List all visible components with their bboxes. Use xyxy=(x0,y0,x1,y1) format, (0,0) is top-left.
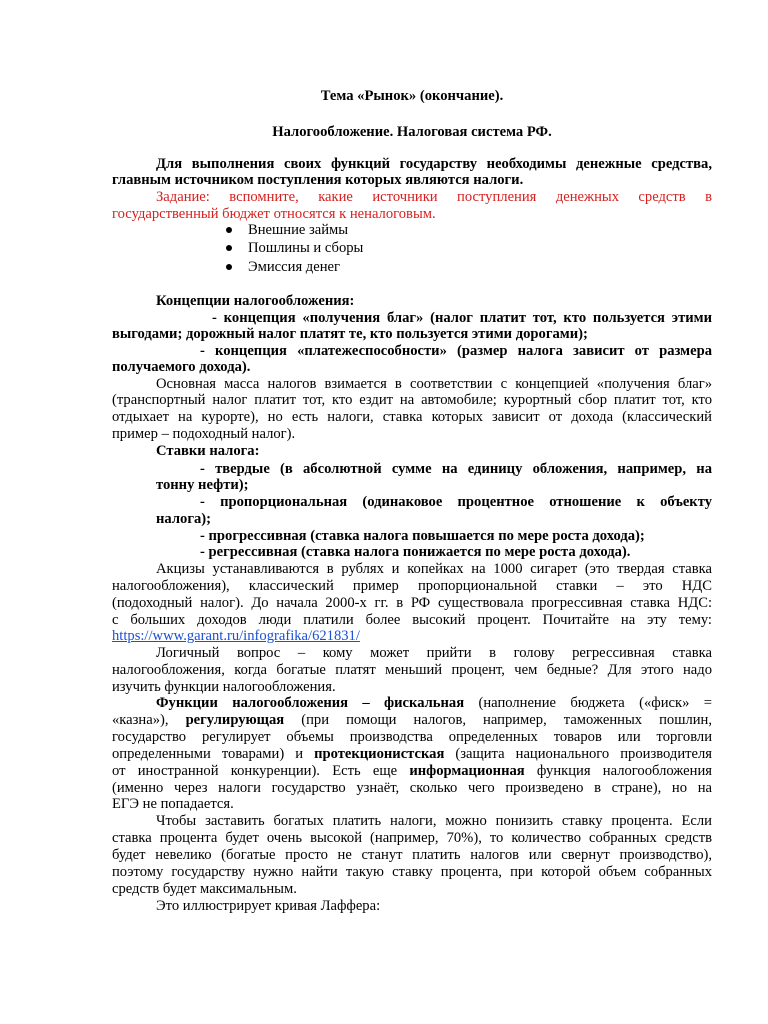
functions-line: определенными товарами) и протекционистская (защита национального производителя xyxy=(112,746,712,762)
task-line: Задание: вспомните, какие источники поступления денежных средств в xyxy=(156,189,712,205)
mass-line: Основная масса налогов взимается в соответствии с концепцией «получения благ» xyxy=(156,376,712,392)
mass-line: (транспортный налог платит тот, кто ездит на автомобиле; курортный сбор платит тот, кто xyxy=(112,392,712,408)
mass-line: отдыхает на курорте), но есть налоги, ставка которых зависит от дохода (классический xyxy=(112,409,712,425)
bullet-icon xyxy=(226,264,232,270)
laffer-line: Это иллюстрирует кривая Лаффера: xyxy=(156,898,381,914)
rich-line: Чтобы заставить богатых платить налоги, можно понизить ставку процента. Если xyxy=(156,813,712,829)
rate-line: тонну нефти); xyxy=(156,477,249,493)
intro-line: главным источником поступления которых являются налоги. xyxy=(112,172,524,188)
rate-line: - прогрессивная (ставка налога повышается по мере роста дохода); xyxy=(200,528,645,544)
rich-line: поэтому государству нужно найти такую ставку процента, при которой объем собранных xyxy=(112,864,712,880)
rich-line: ставка процента будет очень высокой (например, 70%), то количество собранных средств xyxy=(112,830,712,846)
excise-line: Акцизы устанавливаются в рублях и копейках на 1000 сигарет (это твердая ставка xyxy=(156,561,712,577)
intro-line: Для выполнения своих функций государству необходимы денежные средства, xyxy=(156,156,712,172)
garant-link[interactable]: https://www.garant.ru/infografika/621831/ xyxy=(112,628,360,644)
functions-line: Функции налогообложения – фискальная (наполнение бюджета («фиск» = xyxy=(156,695,712,711)
rate-line: - пропорциональная (одинаковое процентное отношение к объекту xyxy=(200,494,712,510)
functions-line: «казна»), регулирующая (при помощи налогов, например, таможенных пошлин, xyxy=(112,712,712,728)
concepts-heading: Концепции налогообложения: xyxy=(156,293,355,309)
functions-line: ЕГЭ не попадается. xyxy=(112,796,234,812)
rates-heading: Ставки налога: xyxy=(156,443,260,459)
concept-line: - концепция «получения благ» (налог платит тот, кто пользуется этими xyxy=(212,310,712,326)
bullet-icon xyxy=(226,245,232,251)
functions-line: государство регулирует объемы производства определенных товаров или торговли xyxy=(112,729,712,745)
rate-line: налога); xyxy=(156,511,211,527)
bullet-icon xyxy=(226,227,232,233)
question-line: Логичный вопрос – кому может прийти в голову регрессивная ставка xyxy=(156,645,712,661)
task-line: государственный бюджет относятся к неналоговым. xyxy=(112,206,436,222)
page-subtitle: Налогообложение. Налоговая система РФ. xyxy=(272,124,552,140)
concept-line: - концепция «платежеспособности» (размер налога зависит от размера xyxy=(200,343,712,359)
mass-line: пример – подоходный налог). xyxy=(112,426,296,442)
functions-line: (именно через налоги государство узнаёт, сколько чего произведено в стране), но на xyxy=(112,780,712,796)
excise-line: налогообложения), классический пример пропорциональной ставки – это НДС xyxy=(112,578,712,594)
garant-link-line xyxy=(112,627,712,645)
question-line: налогообложения, когда богатые платят меньший процент, чем бедные? Для этого надо xyxy=(112,662,712,678)
rate-line: - регрессивная (ставка налога понижается по мере роста дохода). xyxy=(200,544,631,560)
concept-line: выгодами; дорожный налог платят те, кто пользуется этими дорогами); xyxy=(112,326,588,342)
question-line: изучить функции налогообложения. xyxy=(112,679,336,695)
rich-line: будет невелико (богатые просто не станут платить налогов или свернут производство), xyxy=(112,847,712,863)
functions-line: от иностранной конкуренции). Есть еще информационная функция налогообложения xyxy=(112,763,712,779)
document-page: Тема «Рынок» (окончание). Налогообложение. Налоговая система РФ. Для выполнения своих функций государству необходимы денежные средства, главным источником поступления которых являются налоги. Задание: вспомните, какие источники поступления денежных средств в государственный бюджет относятся к неналоговым. Внешние займы Пошлины и сборы Эмиссия денег Концепции налогообложения: - концепция «получения благ» (налог платит тот, кто пользуется этими выгодами; дорожный налог платят те, кто пользуется этими дорогами); - концепция «платежеспособности» (размер налога зависит от размера получаемого дохода). Основная масса налогов взимается в соответствии с концепцией «получения благ» (транспортный налог платит тот, кто ездит на автомобиле; курортный сбор платит тот, кто отдыхает на курорте), но есть налоги, ставка которых зависит от дохода (классический пример – подоходный налог). Ставки налога: - твердые (в абсолютной сумме на единицу обложения, например, на тонну нефти); - пропорциональная (одинаковое процентное отношение к объекту налога); - прогрессивная (ставка налога повышается по мере роста дохода); - регрессивная (ставка налога понижается по мере роста дохода). Акцизы устанавливаются в рублях и копейках на 1000 сигарет (это твердая ставка налогообложения), классический пример пропорциональной ставки – это НДС (подоходный налог). До начала 2000-х гг. в РФ существовала прогрессивная ставка НДС: с больших доходов люди платили более высокий процент. Почитайте на эту тему: https://www.garant.ru/infografika/621831/ Логичный вопрос – кому может прийти в голову регрессивная ставка налогообложения, когда богатые платят меньший процент, чем бедные? Для этого надо изучить функции налогообложения. Функции налогообложения – фискальная (наполнение бюджета («фиск» = «казна»), регулирующая (при помощи налогов, например, таможенных пошлин, государство регулирует объемы производства определенных товаров или торговли определенными товарами) и протекционистская (защита национального производителя от иностранной конкуренции). Есть еще информационная функция налогообложения (именно через налоги государство узнаёт, сколько чего произведено в стране), но на ЕГЭ не попадается. Чтобы заставить богатых платить налоги, можно понизить ставку процента. Если ставка процента будет очень высокой (например, 70%), то количество собранных средств будет невелико (богатые просто не станут платить налогов или свернут производство), поэтому государству нужно найти такую ставку процента, при которой объем собранных средств будет максимальным. Это иллюстрирует кривая Лаффера: xyxy=(112,88,712,914)
rich-line: средств будет максимальным. xyxy=(112,881,297,897)
page-title: Тема «Рынок» (окончание). xyxy=(320,88,504,104)
concept-line: получаемого дохода). xyxy=(112,359,251,375)
excise-line: (подоходный налог). До начала 2000-х гг. в РФ существовала прогрессивная ставка НДС: xyxy=(112,595,712,611)
rate-line: - твердые (в абсолютной сумме на единицу обложения, например, на xyxy=(200,461,712,477)
excise-line: с больших доходов люди платили более высокий процент. Почитайте на эту тему: xyxy=(112,612,712,628)
